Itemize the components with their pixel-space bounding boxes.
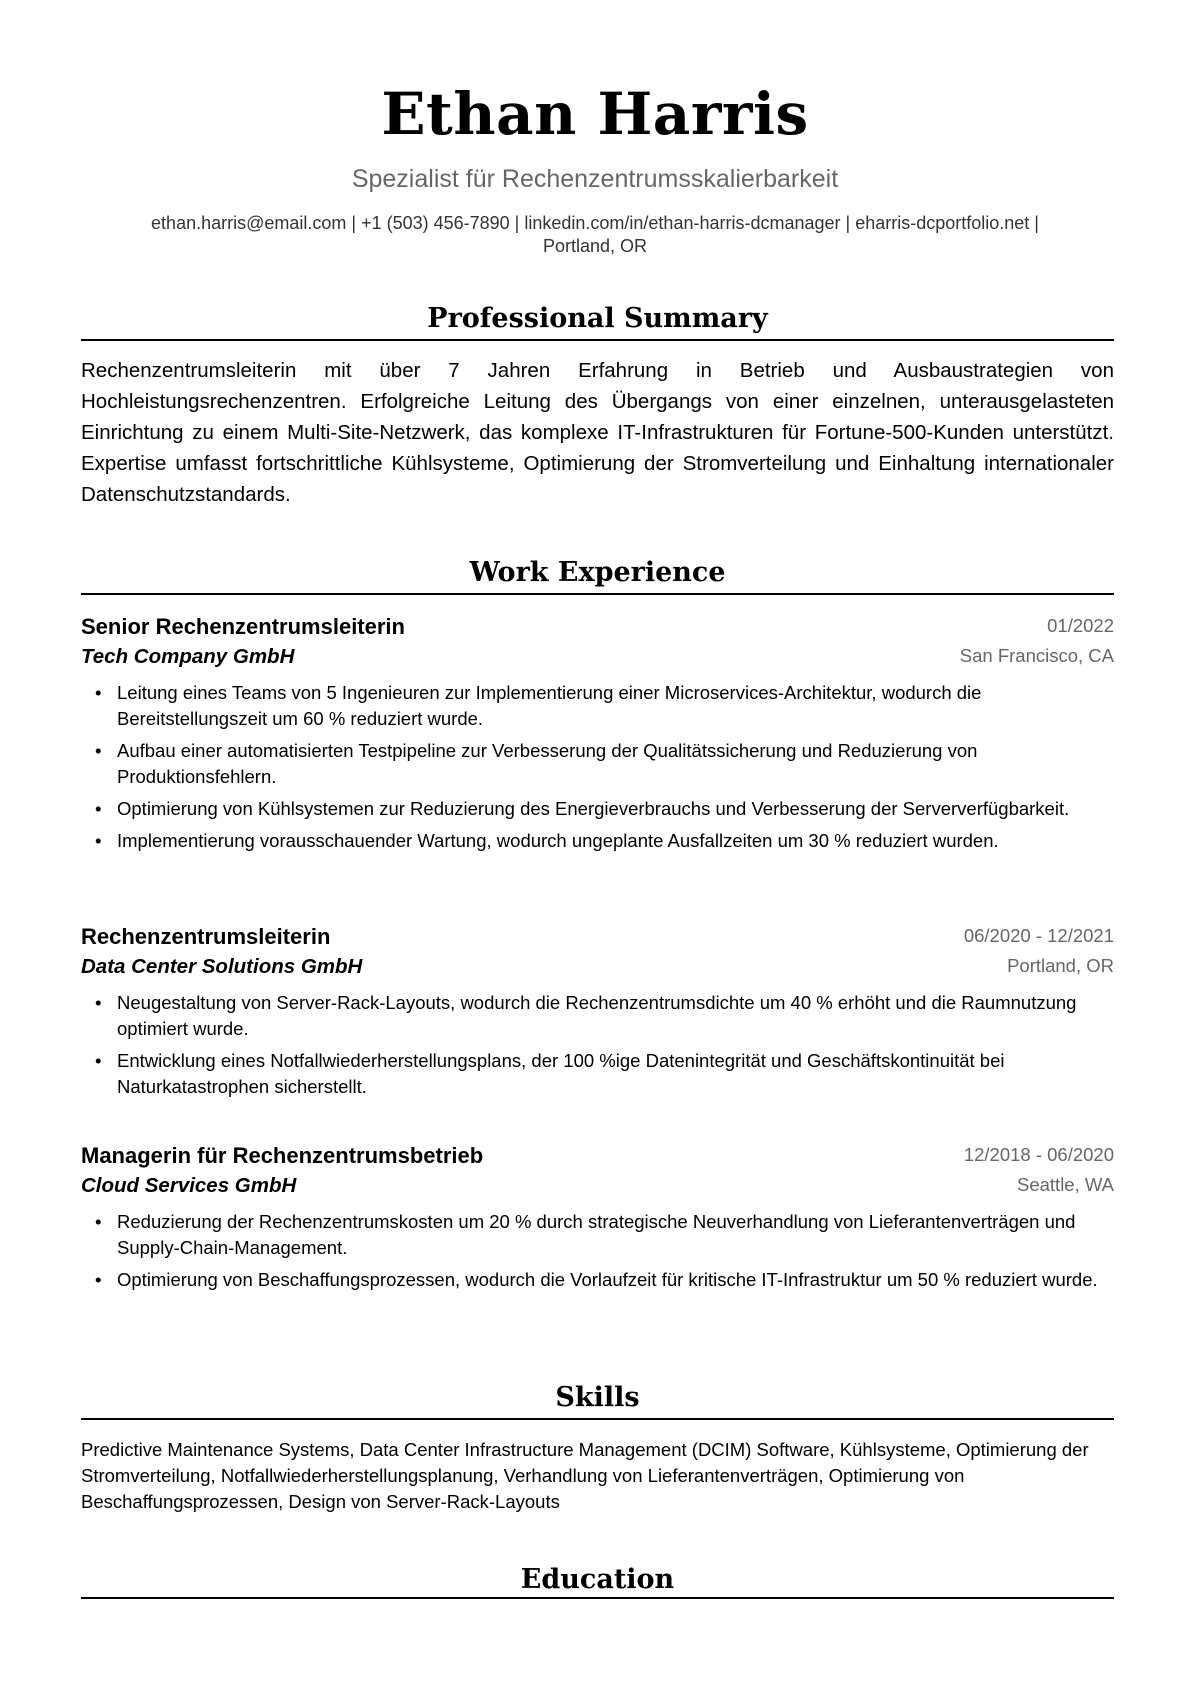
job-date: 01/2022 bbox=[1047, 615, 1114, 636]
bullet-icon: • bbox=[95, 682, 102, 703]
section-heading-education: Education bbox=[520, 1564, 675, 1595]
job-bullets bbox=[81, 1209, 1114, 1293]
summary-text: Rechenzentrumsleiterin mit über 7 Jahren Erfahrung in Betrieb und Ausbaustrategien von Hochleistungsrechenzentren. Erfolgreiche Leitung des Übergangs von einer einzelnen, unterausgelasteten Einrichtung zu einem Multi-Site-Netzwerk, das komplexe IT-Infrastrukturen für Fortune-500-Kunden unterstützt. Expertise umfasst fortschrittliche Kühlsysteme, Optimierung der Stromverteilung und Einhaltung internationaler Datenschutzstandards. bbox=[81, 359, 1114, 506]
job-entry bbox=[81, 922, 1114, 1106]
bullet-text: Optimierung von Kühlsystemen zur Reduzierung des Energieverbrauchs und Verbesserung der Serververfügbarkeit. bbox=[117, 798, 1070, 819]
bullet-icon: • bbox=[95, 1050, 102, 1071]
contact-info bbox=[90, 212, 1100, 258]
job-date: 06/2020 - 12/2021 bbox=[963, 925, 1114, 946]
list-item bbox=[81, 680, 1114, 732]
skills-text: Predictive Maintenance Systems, Data Center Infrastructure Management (DCIM) Software, Kühlsysteme, Optimierung der Stromverteilung, Notfallwiederherstellungsplanung, Verhandlung von Lieferantenverträgen, Optimierung von Beschaffungsprozessen, Design von Server-Rack-Layouts bbox=[81, 1439, 1089, 1512]
bullet-text: Leitung eines Teams von 5 Ingenieuren zur Implementierung einer Microservices-Architektur, wodurch die Bereitstellungszeit um 60 % reduziert wurde. bbox=[117, 682, 982, 729]
job-title: Senior Rechenzentrumsleiterin bbox=[81, 614, 405, 639]
contact-line-2: Portland, OR bbox=[542, 236, 648, 256]
job-title: Managerin für Rechenzentrumsbetrieb bbox=[81, 1143, 484, 1168]
list-item bbox=[81, 1209, 1114, 1261]
job-entry bbox=[81, 1141, 1114, 1299]
job-location: Seattle, WA bbox=[1017, 1174, 1114, 1195]
bullet-icon: • bbox=[95, 798, 102, 819]
section-heading-skills: Skills bbox=[555, 1382, 640, 1413]
bullet-text: Neugestaltung von Server-Rack-Layouts, wodurch die Rechenzentrumsdichte um 40 % erhöht und die Raumnutzung optimiert wurde. bbox=[117, 992, 1077, 1039]
section-divider bbox=[81, 593, 1114, 595]
job-company: Data Center Solutions GmbH bbox=[81, 955, 363, 978]
contact-line-1: ethan.harris@email.com | +1 (503) 456-7890 | linkedin.com/in/ethan-harris-dcmanager | eharris-dcportfolio.net | bbox=[151, 213, 1039, 233]
bullet-text: Reduzierung der Rechenzentrumskosten um 20 % durch strategische Neuverhandlung von Lieferantenverträgen und Supply-Chain-Management. bbox=[117, 1211, 1076, 1258]
bullet-icon: • bbox=[95, 740, 102, 761]
list-item bbox=[81, 738, 1114, 790]
section-divider bbox=[81, 1597, 1114, 1599]
section-divider bbox=[81, 339, 1114, 341]
list-item bbox=[81, 796, 1114, 822]
bullet-text: Implementierung vorausschauender Wartung, wodurch ungeplante Ausfallzeiten um 30 % reduziert wurden. bbox=[117, 830, 999, 851]
bullet-icon: • bbox=[95, 1269, 102, 1290]
bullet-text: Entwicklung eines Notfallwiederherstellungsplans, der 100 %ige Datenintegrität und Geschäftskontinuität bei Naturkatastrophen sicherstellt. bbox=[117, 1050, 1005, 1097]
section-divider bbox=[81, 1418, 1114, 1420]
job-bullets bbox=[81, 680, 1114, 854]
job-title: Rechenzentrumsleiterin bbox=[81, 924, 331, 949]
section-heading-summary: Professional Summary bbox=[427, 303, 768, 334]
section-heading-experience: Work Experience bbox=[469, 557, 726, 588]
job-entry bbox=[81, 612, 1114, 860]
list-item bbox=[81, 990, 1114, 1042]
job-date: 12/2018 - 06/2020 bbox=[963, 1144, 1114, 1165]
bullet-text: Optimierung von Beschaffungsprozessen, wodurch die Vorlaufzeit für kritische IT-Infrastruktur um 50 % reduziert wurde. bbox=[117, 1269, 1098, 1290]
bullet-icon: • bbox=[95, 992, 102, 1013]
bullet-text: Aufbau einer automatisierten Testpipeline zur Verbesserung der Qualitätssicherung und Reduzierung von Produktionsfehlern. bbox=[117, 740, 978, 787]
list-item bbox=[81, 1267, 1114, 1293]
job-bullets bbox=[81, 990, 1114, 1100]
list-item bbox=[81, 1048, 1114, 1100]
list-item bbox=[81, 828, 1114, 854]
bullet-icon: • bbox=[95, 830, 102, 851]
candidate-name: Ethan Harris bbox=[381, 80, 809, 148]
job-company: Tech Company GmbH bbox=[81, 645, 295, 668]
job-company: Cloud Services GmbH bbox=[81, 1174, 297, 1197]
bullet-icon: • bbox=[95, 1211, 102, 1232]
candidate-title: Spezialist für Rechenzentrumsskalierbarkeit bbox=[351, 165, 839, 193]
job-location: Portland, OR bbox=[1007, 955, 1114, 976]
job-location: San Francisco, CA bbox=[959, 645, 1114, 666]
